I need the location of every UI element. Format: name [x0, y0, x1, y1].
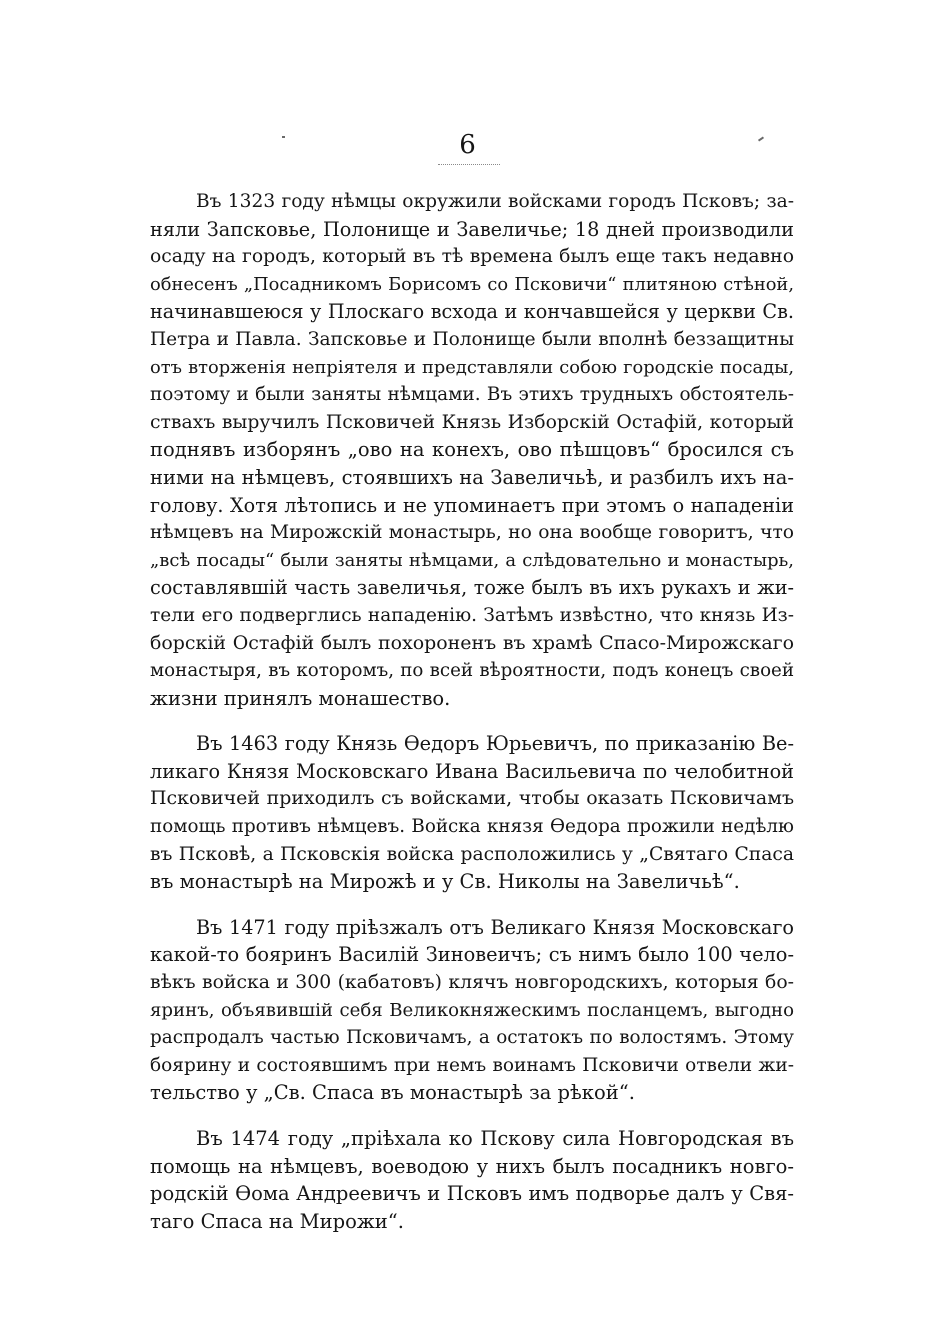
text-line: отъ вторженія непріятеля и представляли собою городскіе посады, [150, 356, 794, 378]
paragraph-1463 [150, 730, 794, 896]
text-line: въ монастырѣ на Мирожѣ и у Св. Николы на Завеличьѣ“. [150, 870, 740, 894]
text-line: Петра и Павла. Запсковье и Полонище были вполнѣ беззащитны [150, 328, 794, 350]
text-line: голову. Хотя лѣтопись и не упоминаетъ при этомъ о нападеніи [150, 493, 794, 517]
text-line: нѣмцевъ на Мирожскій монастырь, но она вообще говоритъ, что [150, 522, 794, 544]
text-line: вѣкъ войска и 300 (кабатовъ) клячъ новгородскихъ, которыя бо- [150, 972, 794, 994]
paragraph-1474 [150, 1125, 794, 1235]
text-line: Въ 1474 году „пріѣхала ко Пскову сила Новгородская въ [196, 1127, 794, 1150]
text-line: обнесенъ „Посадникомъ Борисомъ со Псковичи“ плитяною стѣной, [150, 273, 794, 295]
text-line: няли Запсковье, Полонище и Завеличье; 18 дней производили [150, 217, 794, 241]
text-line: жизни принялъ монашество. [150, 686, 451, 710]
text-line: монастыря, въ которомъ, по всей вѣроятности, подъ конецъ своей [150, 660, 794, 682]
text-line: тели его подверглись нападенію. Затѣмъ извѣстно, что князь Из- [150, 604, 794, 626]
text-line: родскій Ѳома Андреевичъ и Псковъ имъ подворье далъ у Свя- [150, 1182, 794, 1206]
text-line: борскій Остафій былъ похороненъ въ храмѣ Спасо-Мирожскаго [150, 631, 794, 654]
text-line: ствахъ выручилъ Псковичей Князь Изборскій Остафій, который [150, 411, 794, 433]
text-line: Въ 1471 году пріѣзжалъ отъ Великаго Князя Московскаго [196, 915, 794, 939]
text-line: ликаго Князя Московскаго Ивана Васильевича по челобитной [150, 759, 794, 783]
text-line: составлявшій часть завеличья, тоже былъ въ ихъ рукахъ и жи- [150, 576, 794, 600]
text-line: осаду на городъ, который въ тѣ времена былъ еще такъ недавно [150, 246, 794, 268]
text-line: помощь противъ нѣмцевъ. Войска князя Ѳедора прожили недѣлю [150, 816, 794, 838]
text-line: въ Псковѣ, а Псковскія войска расположились у „Святаго Спаса [150, 843, 794, 865]
scan-speck [282, 136, 285, 138]
paragraph-1323 [150, 188, 794, 712]
text-line: боярину и состоявшимъ при немъ воинамъ Псковичи отвели жи- [150, 1054, 794, 1076]
text-line: ними на нѣмцевъ, стоявшихъ на Завеличьѣ, и разбилъ ихъ на- [150, 465, 794, 489]
text-line: таго Спаса на Мирожи“. [150, 1209, 404, 1233]
paragraph-1471 [150, 914, 794, 1107]
text-line: начинавшеюся у Плоскаго всхода и кончавшейся у церкви Св. [150, 300, 794, 324]
text-line: Въ 1463 году Князь Ѳедоръ Юрьевичъ, по приказанію Ве- [196, 732, 794, 756]
page-number: 6 [459, 130, 477, 160]
text-line: поэтому и были заняты нѣмцами. Въ этихъ трудныхъ обстоятель- [150, 384, 794, 406]
text-line: помощь на нѣмцевъ, воеводою у нихъ былъ посадникъ новго- [150, 1154, 794, 1178]
text-line: яринъ, объявившій себя Великокняжескимъ посланцемъ, выгодно [150, 999, 794, 1021]
text-line: Въ 1323 году нѣмцы окружили войсками городъ Псковъ; за- [196, 191, 794, 212]
body-text [150, 188, 794, 1253]
text-line: „всѣ посады“ были заняты нѣмцами, а слѣдовательно и монастырь, [150, 549, 794, 571]
page-number-rule [438, 164, 500, 165]
text-line: распродалъ частью Псковичамъ, а остатокъ по волостямъ. Этому [150, 1027, 794, 1049]
text-line: тельство у „Св. Спаса въ монастырѣ за рѣкой“. [150, 1081, 635, 1105]
text-line: Псковичей приходилъ съ войсками, чтобы оказать Псковичамъ [150, 787, 794, 810]
text-line: поднявъ изборянъ „ово на конехъ, ово пѣшцовъ“ бросился съ [150, 438, 794, 462]
text-line: какой-то бояринъ Василій Зиновеичъ; съ нимъ было 100 чело- [150, 943, 794, 967]
